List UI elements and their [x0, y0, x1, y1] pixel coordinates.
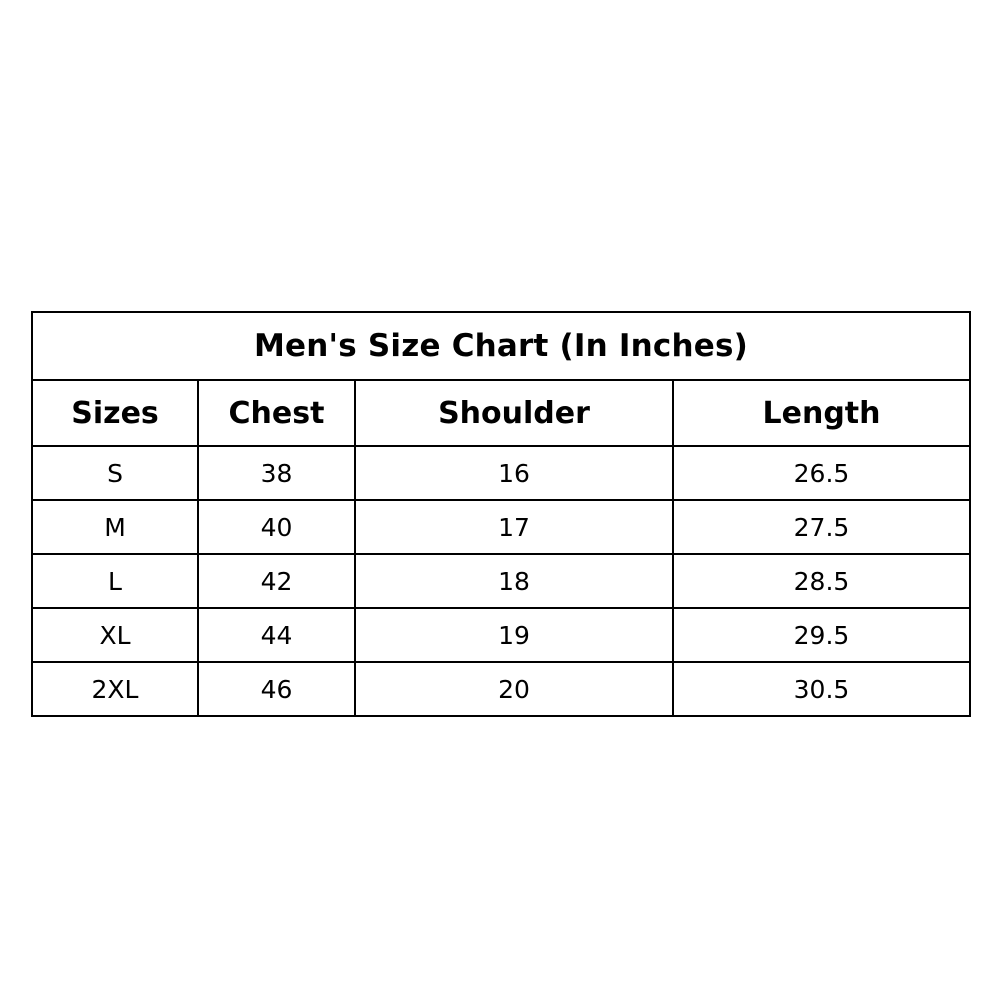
- cell-length: 27.5: [673, 500, 970, 554]
- column-header-length: Length: [673, 380, 970, 446]
- table-row: [32, 608, 970, 662]
- cell-shoulder: 18: [355, 554, 673, 608]
- cell-length: 28.5: [673, 554, 970, 608]
- table-row: [32, 554, 970, 608]
- cell-shoulder: 16: [355, 446, 673, 500]
- chart-title: Men's Size Chart (In Inches): [32, 312, 970, 380]
- cell-chest: 44: [198, 608, 355, 662]
- table-row: [32, 662, 970, 716]
- cell-shoulder: 20: [355, 662, 673, 716]
- column-header-shoulder: Shoulder: [355, 380, 673, 446]
- cell-chest: 38: [198, 446, 355, 500]
- cell-length: 26.5: [673, 446, 970, 500]
- cell-chest: 42: [198, 554, 355, 608]
- table-row: [32, 446, 970, 500]
- cell-length: 29.5: [673, 608, 970, 662]
- cell-shoulder: 17: [355, 500, 673, 554]
- column-header-chest: Chest: [198, 380, 355, 446]
- table-header-row: [32, 380, 970, 446]
- cell-chest: 46: [198, 662, 355, 716]
- cell-shoulder: 19: [355, 608, 673, 662]
- cell-length: 30.5: [673, 662, 970, 716]
- cell-size: S: [32, 446, 198, 500]
- column-header-sizes: Sizes: [32, 380, 198, 446]
- cell-size: M: [32, 500, 198, 554]
- table-title-row: [32, 312, 970, 380]
- cell-size: XL: [32, 608, 198, 662]
- size-chart-table: [31, 311, 971, 717]
- cell-size: L: [32, 554, 198, 608]
- size-chart-container: [31, 311, 969, 704]
- cell-size: 2XL: [32, 662, 198, 716]
- table-row: [32, 500, 970, 554]
- cell-chest: 40: [198, 500, 355, 554]
